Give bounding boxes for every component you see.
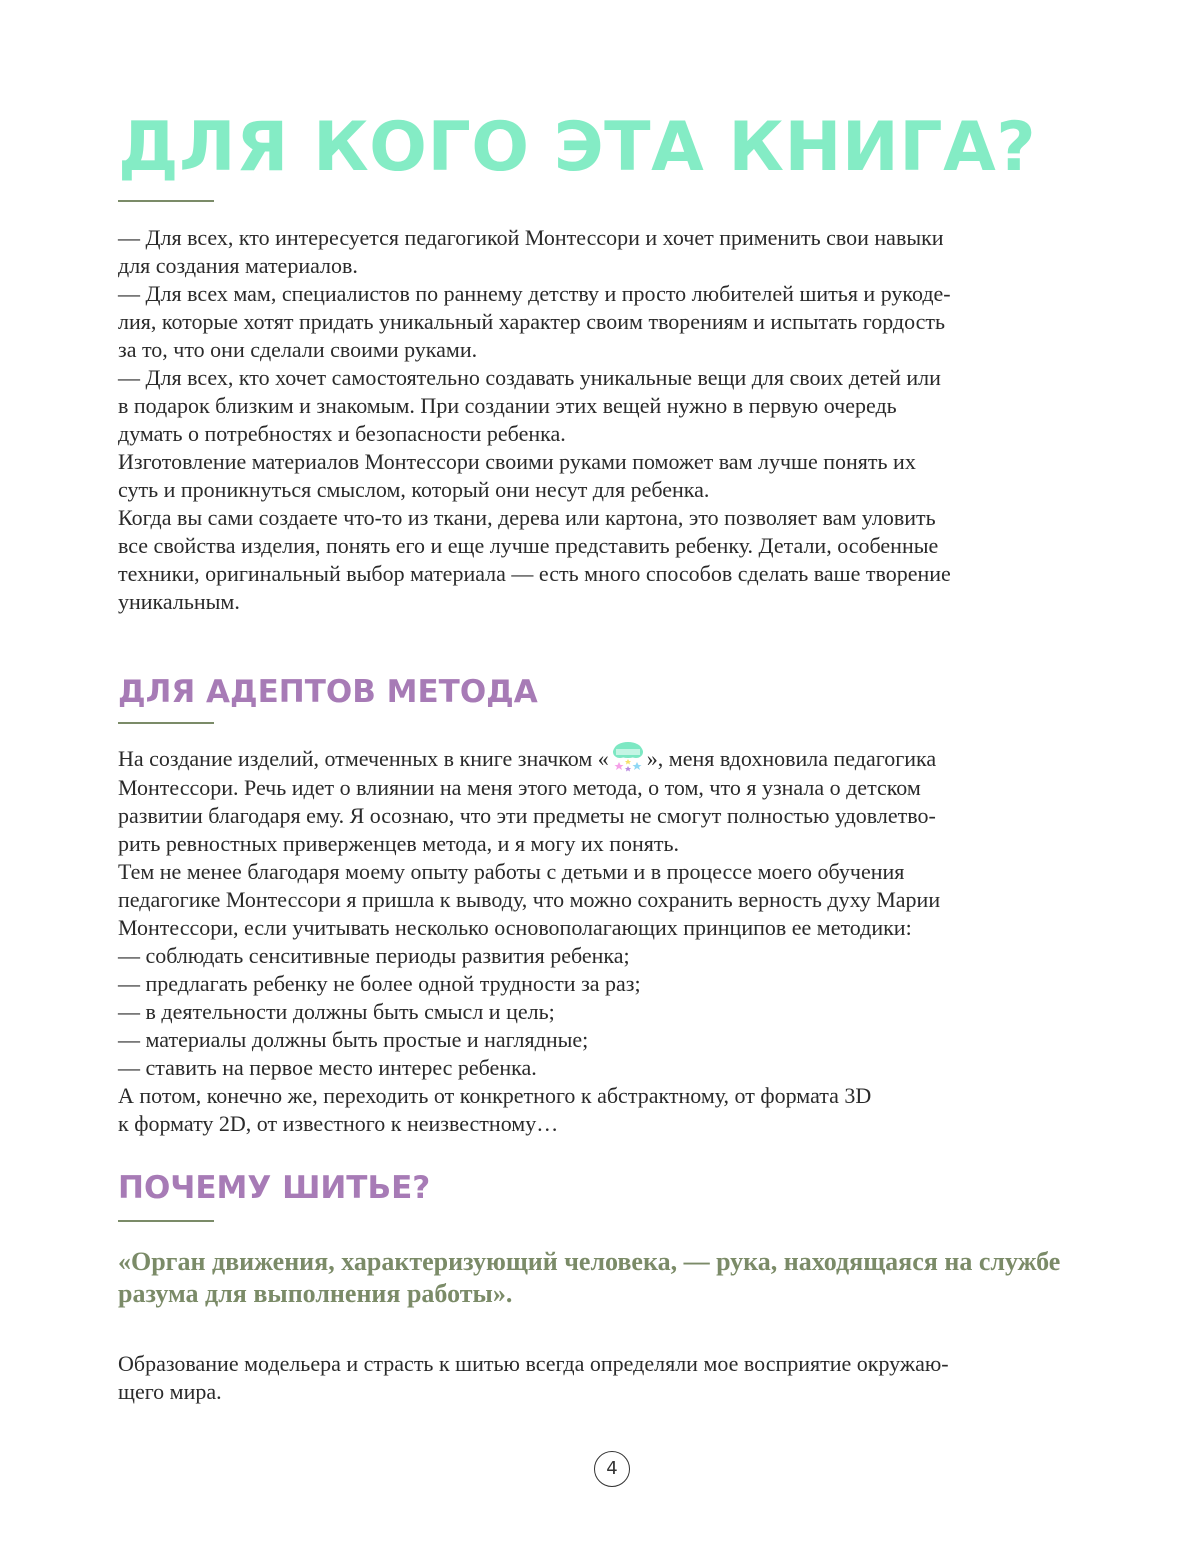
section-underline [118, 722, 214, 724]
intro-line: Когда вы сами создаете что-то из ткани, дерева или картона, это позволяет вам уловить [118, 505, 936, 530]
section-title-sewing: ПОЧЕМУ ШИТЬЕ? [118, 1170, 431, 1206]
adepts-line: — ставить на первое место интерес ребенка. [118, 1055, 537, 1080]
intro-line: думать о потребностях и безопасности ребенка. [118, 421, 566, 446]
adepts-line-start: На создание изделий, отмеченных в книге значком « [118, 746, 609, 771]
adepts-line: Монтессори. Речь идет о влиянии на меня этого метода, о том, что я узнала о детском [118, 775, 921, 800]
intro-line: — Для всех, кто хочет самостоятельно создавать уникальные вещи для своих детей или [118, 365, 941, 390]
page-title: ДЛЯ КОГО ЭТА КНИГА? [118, 108, 1037, 187]
sewing-text [118, 1350, 1103, 1406]
intro-line: лия, которые хотят придать уникальный характер своим творениям и испытать гордость [118, 309, 946, 334]
intro-line: — Для всех мам, специалистов по раннему детству и просто любителей шитья и рукоде- [118, 281, 951, 306]
sewing-line: щего мира. [118, 1379, 222, 1404]
adepts-line: рить ревностных приверженцев метода, и я могу их понять. [118, 831, 680, 856]
adepts-line-with-icon [118, 740, 1103, 774]
intro-line: в подарок близким и знакомым. При создании этих вещей нужно в первую очередь [118, 393, 897, 418]
montessori-cloud-icon [611, 740, 645, 774]
intro-line: все свойства изделия, понять его и еще лучше представить ребенку. Детали, особенные [118, 533, 939, 558]
adepts-text [118, 740, 1103, 1138]
adepts-line: — в деятельности должны быть смысл и цель; [118, 999, 555, 1024]
adepts-line: — материалы должны быть простые и наглядные; [118, 1027, 589, 1052]
intro-line: Изготовление материалов Монтессори своими руками поможет вам лучше понять их [118, 449, 916, 474]
adepts-line-end: », меня вдохновила педагогика [646, 746, 937, 771]
intro-line: техники, оригинальный выбор материала — есть много способов сделать ваше творение [118, 561, 951, 586]
quote [118, 1246, 1103, 1310]
title-underline [118, 200, 214, 202]
adepts-line: развитии благодаря ему. Я осознаю, что эти предметы не смогут полностью удовлетво- [118, 803, 936, 828]
page-content [118, 108, 1103, 1406]
intro-line: уникальным. [118, 589, 240, 614]
adepts-line: Тем не менее благодаря моему опыту работы с детьми и в процессе моего обучения [118, 859, 905, 884]
adepts-line: А потом, конечно же, переходить от конкретного к абстрактному, от формата 3D [118, 1083, 872, 1108]
quote-line: разума для выполнения работы». [118, 1279, 513, 1308]
intro-line: суть и проникнуться смыслом, который они несут для ребенка. [118, 477, 710, 502]
section-underline [118, 1220, 214, 1222]
adepts-line: педагогике Монтессори я пришла к выводу, что можно сохранить верность духу Марии [118, 887, 941, 912]
quote-line: «Орган движения, характеризующий человека, — рука, находящаяся на службе [118, 1247, 1061, 1276]
adepts-line: — предлагать ребенку не более одной трудности за раз; [118, 971, 641, 996]
section-title-adepts: ДЛЯ АДЕПТОВ МЕТОДА [118, 674, 538, 710]
adepts-line: Монтессори, если учитывать несколько основополагающих принципов ее методики: [118, 915, 912, 940]
intro-text [118, 224, 1103, 616]
page-number: 4 [594, 1451, 630, 1487]
intro-line: — Для всех, кто интересуется педагогикой Монтессори и хочет применить свои навыки [118, 225, 944, 250]
adepts-line: к формату 2D, от известного к неизвестному… [118, 1111, 559, 1136]
adepts-line: — соблюдать сенситивные периоды развития ребенка; [118, 943, 630, 968]
intro-line: для создания материалов. [118, 253, 358, 278]
intro-line: за то, что они сделали своими руками. [118, 337, 478, 362]
sewing-line: Образование модельера и страсть к шитью всегда определяли мое восприятие окружаю- [118, 1351, 949, 1376]
